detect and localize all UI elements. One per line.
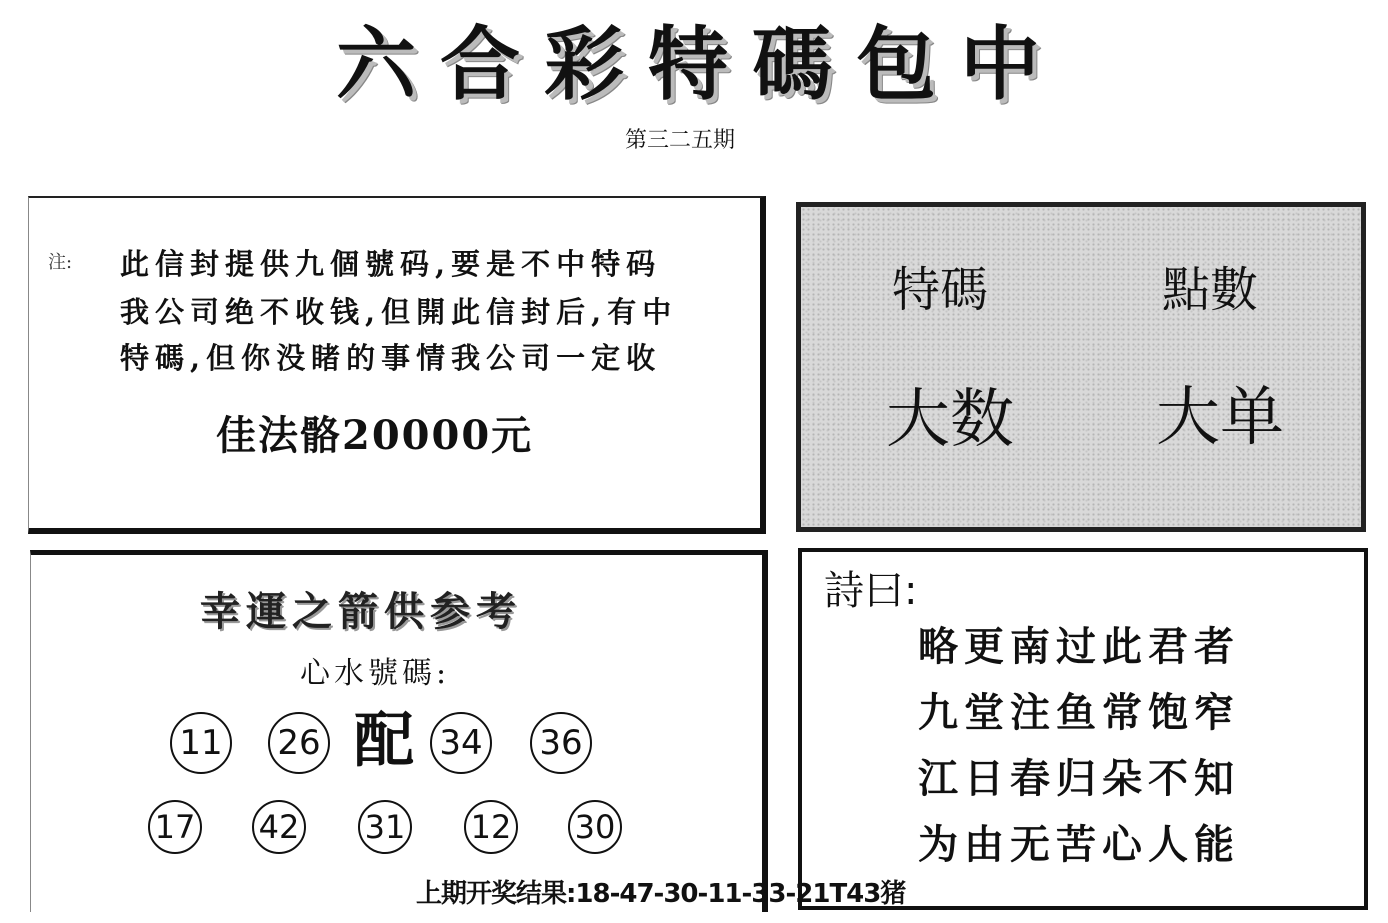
special-code-header: 特碼 bbox=[892, 262, 989, 318]
special-code-value: 大数 bbox=[886, 383, 1014, 457]
notice-line: 此信封提供九個號码,要是不中特码 bbox=[120, 247, 662, 281]
issue-number: 第三二五期 bbox=[624, 128, 735, 153]
number-ball: 36 bbox=[530, 712, 592, 774]
pair-word: 配 bbox=[354, 706, 414, 776]
number-ball: 30 bbox=[568, 800, 622, 854]
lucky-title: 幸運之箭供参考 bbox=[200, 588, 522, 635]
poem-label: 詩曰: bbox=[824, 568, 918, 614]
number-ball: 12 bbox=[464, 800, 518, 854]
notice-label: 注: bbox=[48, 252, 73, 273]
poem-line: 江日春归朵不知 bbox=[918, 755, 1240, 802]
number-ball: 42 bbox=[252, 800, 306, 854]
points-header: 點數 bbox=[1162, 262, 1259, 318]
special-code-panel bbox=[796, 202, 1366, 532]
poem-line: 九堂注鱼常饱窄 bbox=[918, 689, 1240, 736]
number-ball: 26 bbox=[268, 712, 330, 774]
favorite-numbers-label: 心水號碼: bbox=[300, 656, 451, 691]
number-ball: 11 bbox=[170, 712, 232, 774]
last-draw-result: 上期开奖结果:18-47-30-11-33-21T43猪 bbox=[416, 879, 906, 909]
number-ball: 17 bbox=[148, 800, 202, 854]
number-ball: 31 bbox=[358, 800, 412, 854]
reward-text: 佳法骼20000元 bbox=[216, 412, 534, 459]
poem-line: 略更南过此君者 bbox=[918, 623, 1240, 670]
poem-line: 为由无苦心人能 bbox=[918, 821, 1240, 868]
number-ball: 34 bbox=[430, 712, 492, 774]
notice-line: 特碼,但你没睹的事情我公司一定收 bbox=[120, 341, 662, 375]
page-title: 六合彩特碼包中 bbox=[336, 17, 1064, 111]
points-value: 大单 bbox=[1156, 381, 1284, 455]
notice-line: 我公司绝不收钱,但開此信封后,有中 bbox=[120, 295, 678, 329]
